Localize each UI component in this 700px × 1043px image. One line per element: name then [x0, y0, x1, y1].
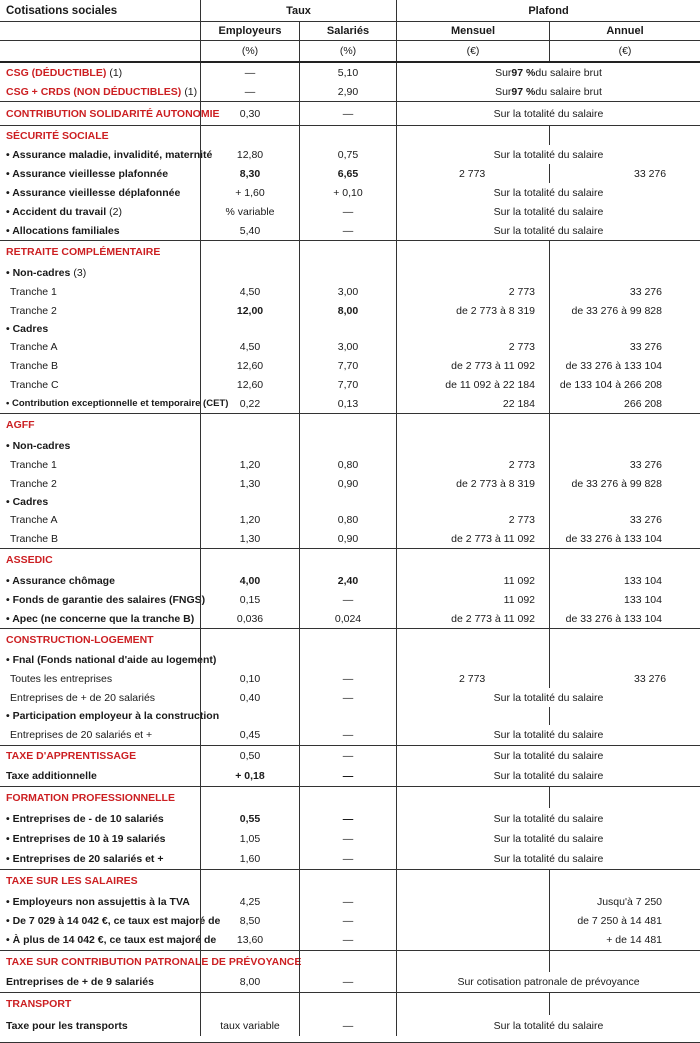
- table-row: [0, 375, 700, 394]
- salaries-rate: [299, 414, 396, 436]
- employeurs-rate: 1,60: [200, 849, 299, 869]
- table-row: [0, 101, 700, 125]
- plafond-annuel: de 7 250 à 14 481: [549, 911, 700, 930]
- employeurs-rate: 0,45: [200, 725, 299, 745]
- row-label: • Fnal (Fonds national d'aide au logement): [6, 654, 217, 666]
- table-row: [0, 164, 700, 183]
- footnote-ref: (3): [73, 266, 87, 279]
- table-row: [0, 571, 700, 590]
- salaries-rate: [299, 436, 396, 455]
- plafond-annuel: 33 276: [549, 669, 700, 688]
- plafond-mensuel: [396, 993, 549, 1015]
- plafond-mensuel: [396, 911, 549, 930]
- row-label: CONTRIBUTION SOLIDARITÉ AUTONOMIE: [6, 107, 220, 120]
- header-mensuel: Mensuel: [396, 22, 549, 40]
- row-label: FORMATION PROFESSIONNELLE: [6, 791, 175, 804]
- employeurs-rate: 1,30: [200, 474, 299, 493]
- plafond-annuel: de 33 276 à 133 104: [549, 609, 700, 628]
- plafond-annuel: 266 208: [549, 394, 700, 413]
- row-label: Tranche 1: [10, 285, 57, 298]
- employeurs-rate: 12,60: [200, 356, 299, 375]
- plafond-annuel: [549, 787, 700, 808]
- plafond-span: Sur la totalité du salaire: [396, 102, 700, 125]
- unit-salaries: (%): [299, 41, 396, 61]
- salaries-rate: 3,00: [299, 337, 396, 356]
- table-row: [0, 510, 700, 529]
- table-row: [0, 394, 700, 413]
- employeurs-rate: 5,40: [200, 221, 299, 240]
- employeurs-rate: 1,20: [200, 455, 299, 474]
- table-row: [0, 669, 700, 688]
- salaries-rate: —: [299, 972, 396, 992]
- employeurs-rate: 1,20: [200, 510, 299, 529]
- plafond-mensuel: 22 184: [396, 394, 549, 413]
- plafond-mensuel: [396, 930, 549, 950]
- table-row: [0, 609, 700, 628]
- employeurs-rate: 12,80: [200, 145, 299, 164]
- employeurs-rate: 12,00: [200, 301, 299, 320]
- salaries-rate: [299, 993, 396, 1015]
- plafond-mensuel: [396, 126, 549, 145]
- plafond-annuel: [549, 993, 700, 1015]
- salaries-rate: 0,13: [299, 394, 396, 413]
- employeurs-rate: 4,50: [200, 282, 299, 301]
- employeurs-rate: 0,55: [200, 808, 299, 829]
- employeurs-rate: 0,30: [200, 102, 299, 125]
- row-label: Toutes les entreprises: [10, 672, 113, 685]
- employeurs-rate: 8,00: [200, 972, 299, 992]
- row-label: • Participation employeur à la construction: [6, 710, 220, 722]
- employeurs-rate: [200, 126, 299, 145]
- employeurs-rate: 8,30: [200, 164, 299, 183]
- row-label: • Contribution exceptionnelle et temporaire (CET): [6, 398, 229, 409]
- row-label: • Assurance maladie, invalidité, maternité: [6, 148, 213, 161]
- table-row: [0, 548, 700, 571]
- employeurs-rate: —: [200, 63, 299, 82]
- table-row: [0, 829, 700, 849]
- row-label: Tranche C: [10, 378, 59, 391]
- table-row: [0, 529, 700, 548]
- header-row-1: [0, 0, 700, 21]
- employeurs-rate: [200, 493, 299, 510]
- plafond-annuel: [549, 126, 700, 145]
- table-row: [0, 413, 700, 436]
- unit-mensuel: (€): [396, 41, 549, 61]
- plafond-span: Sur la totalité du salaire: [396, 688, 700, 707]
- salaries-rate: —: [299, 849, 396, 869]
- row-label: • Non-cadres (3): [6, 266, 87, 279]
- employeurs-rate: [200, 241, 299, 263]
- table-row: [0, 745, 700, 766]
- plafond-span: Sur 97 % du salaire brut: [396, 82, 700, 101]
- table-row: [0, 301, 700, 320]
- table-row: [0, 930, 700, 950]
- plafond-annuel: de 33 276 à 99 828: [549, 301, 700, 320]
- table-row: [0, 436, 700, 455]
- salaries-rate: [299, 320, 396, 337]
- table-row: [0, 202, 700, 221]
- salaries-rate: [299, 241, 396, 263]
- plafond-span: Sur la totalité du salaire: [396, 183, 700, 202]
- employeurs-rate: 0,50: [200, 746, 299, 766]
- employeurs-rate: [200, 651, 299, 669]
- table-row: [0, 221, 700, 240]
- table-row: [0, 849, 700, 869]
- salaries-rate: 3,00: [299, 282, 396, 301]
- plafond-mensuel: [396, 651, 549, 669]
- plafond-annuel: de 33 276 à 133 104: [549, 529, 700, 548]
- plafond-annuel: [549, 436, 700, 455]
- salaries-rate: —: [299, 766, 396, 786]
- row-label: Taxe additionnelle: [6, 770, 97, 782]
- salaries-rate: —: [299, 746, 396, 766]
- row-label: • Assurance vieillesse plafonnée: [6, 167, 169, 180]
- plafond-annuel: [549, 707, 700, 725]
- plafond-annuel: [549, 549, 700, 571]
- salaries-rate: [299, 549, 396, 571]
- plafond-annuel: [549, 951, 700, 972]
- table-row: [0, 707, 700, 725]
- salaries-rate: —: [299, 590, 396, 609]
- employeurs-rate: [200, 787, 299, 808]
- table-row: [0, 145, 700, 164]
- plafond-mensuel: [396, 629, 549, 651]
- table-row: [0, 950, 700, 972]
- plafond-annuel: 33 276: [549, 337, 700, 356]
- table-row: [0, 972, 700, 992]
- plafond-span: Sur 97 % du salaire brut: [396, 63, 700, 82]
- row-label: CSG (DÉDUCTIBLE) (1): [6, 66, 123, 79]
- plafond-annuel: de 33 276 à 99 828: [549, 474, 700, 493]
- employeurs-rate: taux variable: [200, 1015, 299, 1036]
- plafond-mensuel: de 11 092 à 22 184: [396, 375, 549, 394]
- footnote-ref: (1): [109, 66, 123, 79]
- header-row-units: [0, 40, 700, 61]
- row-label: • Entreprises de - de 10 salariés: [6, 812, 164, 825]
- plafond-mensuel: [396, 241, 549, 263]
- plafond-span: Sur la totalité du salaire: [396, 808, 700, 829]
- employeurs-rate: [200, 436, 299, 455]
- employeurs-rate: [200, 549, 299, 571]
- plafond-mensuel: [396, 787, 549, 808]
- plafond-mensuel: 2 773: [396, 510, 549, 529]
- table-row: [0, 183, 700, 202]
- row-label: Tranche A: [10, 513, 58, 526]
- salaries-rate: [299, 870, 396, 892]
- plafond-mensuel: de 2 773 à 11 092: [396, 356, 549, 375]
- table-row: [0, 240, 700, 263]
- table-row: [0, 474, 700, 493]
- table-row: [0, 356, 700, 375]
- plafond-annuel: + de 14 481: [549, 930, 700, 950]
- plafond-annuel: [549, 493, 700, 510]
- table-row: [0, 911, 700, 930]
- salaries-rate: [299, 629, 396, 651]
- table-row: [0, 590, 700, 609]
- plafond-annuel: [549, 241, 700, 263]
- plafond-mensuel: 11 092: [396, 590, 549, 609]
- row-label: Tranche A: [10, 340, 58, 353]
- footnote-ref: (1): [184, 85, 198, 98]
- employeurs-rate: 4,25: [200, 892, 299, 911]
- plafond-annuel: [549, 320, 700, 337]
- employeurs-rate: 4,50: [200, 337, 299, 356]
- salaries-rate: 7,70: [299, 356, 396, 375]
- employeurs-rate: [200, 870, 299, 892]
- employeurs-rate: 0,40: [200, 688, 299, 707]
- row-label: TAXE SUR CONTRIBUTION PATRONALE DE PRÉVOYANCE: [6, 955, 302, 968]
- table-row: [0, 725, 700, 745]
- table-row: [0, 455, 700, 474]
- salaries-rate: —: [299, 102, 396, 125]
- plafond-span: Sur la totalité du salaire: [396, 1015, 700, 1036]
- employeurs-rate: [200, 320, 299, 337]
- row-label: • Cadres: [6, 495, 49, 508]
- plafond-mensuel: [396, 436, 549, 455]
- employeurs-rate: + 0,18: [200, 766, 299, 786]
- salaries-rate: [299, 493, 396, 510]
- row-label: • Cadres: [6, 322, 49, 335]
- employeurs-rate: —: [200, 82, 299, 101]
- salaries-rate: —: [299, 669, 396, 688]
- salaries-rate: 2,90: [299, 82, 396, 101]
- header-plafond: Plafond: [396, 0, 700, 21]
- header-row-2: [0, 21, 700, 40]
- unit-employeurs: (%): [200, 41, 299, 61]
- plafond-span: Sur la totalité du salaire: [396, 829, 700, 849]
- employeurs-rate: [200, 629, 299, 651]
- row-label: • Employeurs non assujettis à la TVA: [6, 895, 190, 908]
- plafond-annuel: de 133 104 à 266 208: [549, 375, 700, 394]
- employeurs-rate: 1,30: [200, 529, 299, 548]
- salaries-rate: 0,024: [299, 609, 396, 628]
- salaries-rate: 0,90: [299, 529, 396, 548]
- employeurs-rate: 13,60: [200, 930, 299, 950]
- row-label: • Assurance chômage: [6, 574, 115, 587]
- table-body: [0, 61, 700, 1036]
- plafond-annuel: de 33 276 à 133 104: [549, 356, 700, 375]
- row-label: • Entreprises de 20 salariés et +: [6, 853, 164, 865]
- row-label: Tranche B: [10, 359, 59, 372]
- salaries-rate: —: [299, 725, 396, 745]
- salaries-rate: 8,00: [299, 301, 396, 320]
- salaries-rate: —: [299, 930, 396, 950]
- table-row: [0, 337, 700, 356]
- plafond-mensuel: [396, 707, 549, 725]
- table-row: [0, 766, 700, 786]
- row-label: TAXE D'APPRENTISSAGE: [6, 750, 137, 762]
- plafond-mensuel: [396, 870, 549, 892]
- salaries-rate: —: [299, 892, 396, 911]
- table-row: [0, 651, 700, 669]
- plafond-span: Sur la totalité du salaire: [396, 849, 700, 869]
- row-label: • Accident du travail (2): [6, 205, 122, 218]
- salaries-rate: —: [299, 1015, 396, 1036]
- salaries-rate: + 0,10: [299, 183, 396, 202]
- plafond-mensuel: [396, 320, 549, 337]
- table-row: [0, 869, 700, 892]
- plafond-mensuel: 2 773: [396, 455, 549, 474]
- row-label: Entreprises de + de 20 salariés: [10, 691, 156, 704]
- row-label: TAXE SUR LES SALAIRES: [6, 875, 138, 887]
- plafond-span: Sur la totalité du salaire: [396, 221, 700, 240]
- employeurs-rate: 4,00: [200, 571, 299, 590]
- employeurs-rate: % variable: [200, 202, 299, 221]
- salaries-rate: 6,65: [299, 164, 396, 183]
- plafond-mensuel: de 2 773 à 11 092: [396, 529, 549, 548]
- employeurs-rate: [200, 263, 299, 282]
- employeurs-rate: [200, 951, 299, 972]
- employeurs-rate: 8,50: [200, 911, 299, 930]
- table-row: [0, 786, 700, 808]
- table-row: [0, 263, 700, 282]
- table-row: [0, 892, 700, 911]
- table-row: [0, 628, 700, 651]
- table-row: [0, 282, 700, 301]
- salaries-rate: —: [299, 829, 396, 849]
- salaries-rate: [299, 787, 396, 808]
- plafond-annuel: [549, 263, 700, 282]
- plafond-mensuel: de 2 773 à 8 319: [396, 301, 549, 320]
- table-row: [0, 1015, 700, 1036]
- header-taux: Taux: [200, 0, 396, 21]
- row-label: • À plus de 14 042 €, ce taux est majoré de: [6, 934, 217, 946]
- table-row: [0, 688, 700, 707]
- plafond-mensuel: de 2 773 à 8 319: [396, 474, 549, 493]
- row-label: Entreprises de 20 salariés et +: [10, 729, 153, 741]
- salaries-rate: [299, 651, 396, 669]
- row-label: ASSEDIC: [6, 554, 53, 566]
- row-label: Tranche 2: [10, 477, 57, 490]
- row-label: • Non-cadres: [6, 439, 71, 452]
- plafond-mensuel: [396, 549, 549, 571]
- plafond-mensuel: [396, 263, 549, 282]
- employeurs-rate: 0,036: [200, 609, 299, 628]
- plafond-mensuel: [396, 892, 549, 911]
- plafond-mensuel: [396, 493, 549, 510]
- table-row: [0, 61, 700, 82]
- plafond-span: Sur la totalité du salaire: [396, 145, 700, 164]
- employeurs-rate: [200, 414, 299, 436]
- plafond-span: Sur cotisation patronale de prévoyance: [396, 972, 700, 992]
- plafond-annuel: 33 276: [549, 455, 700, 474]
- salaries-rate: [299, 707, 396, 725]
- salaries-rate: —: [299, 202, 396, 221]
- salaries-rate: 0,80: [299, 455, 396, 474]
- table-row: [0, 82, 700, 101]
- row-label: • Apec (ne concerne que la tranche B): [6, 612, 195, 625]
- plafond-mensuel: de 2 773 à 11 092: [396, 609, 549, 628]
- salaries-rate: 0,80: [299, 510, 396, 529]
- header-annuel: Annuel: [549, 22, 700, 40]
- row-label: AGFF: [6, 419, 35, 431]
- employeurs-rate: + 1,60: [200, 183, 299, 202]
- employeurs-rate: 0,10: [200, 669, 299, 688]
- table-row: [0, 125, 700, 145]
- salaries-rate: —: [299, 808, 396, 829]
- plafond-annuel: 33 276: [549, 282, 700, 301]
- row-label: • Allocations familiales: [6, 224, 120, 237]
- plafond-annuel: [549, 629, 700, 651]
- table-row: [0, 808, 700, 829]
- row-label: • Entreprises de 10 à 19 salariés: [6, 833, 166, 845]
- table-row: [0, 992, 700, 1015]
- employeurs-rate: 0,22: [200, 394, 299, 413]
- salaries-rate: [299, 126, 396, 145]
- row-label: SÉCURITÉ SOCIALE: [6, 129, 109, 142]
- row-label: • Fonds de garantie des salaires (FNGS): [6, 593, 206, 606]
- salaries-rate: [299, 263, 396, 282]
- salaries-rate: —: [299, 688, 396, 707]
- table-row: [0, 493, 700, 510]
- plafond-mensuel: 2 773: [396, 669, 549, 688]
- plafond-annuel: [549, 651, 700, 669]
- plafond-mensuel: [396, 951, 549, 972]
- salaries-rate: 7,70: [299, 375, 396, 394]
- row-label: Entreprises de + de 9 salariés: [6, 976, 154, 988]
- row-label: Taxe pour les transports: [6, 1019, 128, 1032]
- row-label: CSG + CRDS (NON DÉDUCTIBLES) (1): [6, 85, 198, 98]
- table-row: [0, 320, 700, 337]
- row-label: • Assurance vieillesse déplafonnée: [6, 186, 181, 199]
- employeurs-rate: 0,15: [200, 590, 299, 609]
- salaries-rate: 0,90: [299, 474, 396, 493]
- plafond-span: Sur la totalité du salaire: [396, 202, 700, 221]
- plafond-span: Sur la totalité du salaire: [396, 766, 700, 786]
- unit-annuel: (€): [549, 41, 700, 61]
- plafond-mensuel: [396, 414, 549, 436]
- plafond-annuel: [549, 870, 700, 892]
- plafond-span: Sur la totalité du salaire: [396, 746, 700, 766]
- row-label: • De 7 029 à 14 042 €, ce taux est majoré de: [6, 914, 221, 927]
- salaries-rate: 5,10: [299, 63, 396, 82]
- row-label: Tranche 2: [10, 304, 57, 317]
- plafond-span: Sur la totalité du salaire: [396, 725, 700, 745]
- row-label: RETRAITE COMPLÉMENTAIRE: [6, 246, 161, 258]
- header-employeurs: Employeurs: [200, 22, 299, 40]
- employeurs-rate: 1,05: [200, 829, 299, 849]
- employeurs-rate: [200, 707, 299, 725]
- table-title: Cotisations sociales: [6, 4, 118, 17]
- plafond-mensuel: 11 092: [396, 571, 549, 590]
- row-label: Tranche 1: [10, 458, 57, 471]
- salaries-rate: [299, 951, 396, 972]
- row-label: TRANSPORT: [6, 998, 72, 1010]
- plafond-annuel: [549, 414, 700, 436]
- plafond-annuel: Jusqu'à 7 250: [549, 892, 700, 911]
- footnote-ref: (2): [109, 205, 122, 218]
- row-label: CONSTRUCTION-LOGEMENT: [6, 634, 154, 646]
- row-label: Tranche B: [10, 532, 59, 545]
- salaries-rate: —: [299, 221, 396, 240]
- employeurs-rate: 12,60: [200, 375, 299, 394]
- plafond-annuel: 133 104: [549, 571, 700, 590]
- plafond-mensuel: 2 773: [396, 337, 549, 356]
- plafond-annuel: 33 276: [549, 164, 700, 183]
- salaries-rate: —: [299, 911, 396, 930]
- salaries-rate: 0,75: [299, 145, 396, 164]
- header-salaries: Salariés: [299, 22, 396, 40]
- plafond-annuel: 33 276: [549, 510, 700, 529]
- plafond-annuel: 133 104: [549, 590, 700, 609]
- plafond-mensuel: 2 773: [396, 164, 549, 183]
- employeurs-rate: [200, 993, 299, 1015]
- salaries-rate: 2,40: [299, 571, 396, 590]
- plafond-mensuel: 2 773: [396, 282, 549, 301]
